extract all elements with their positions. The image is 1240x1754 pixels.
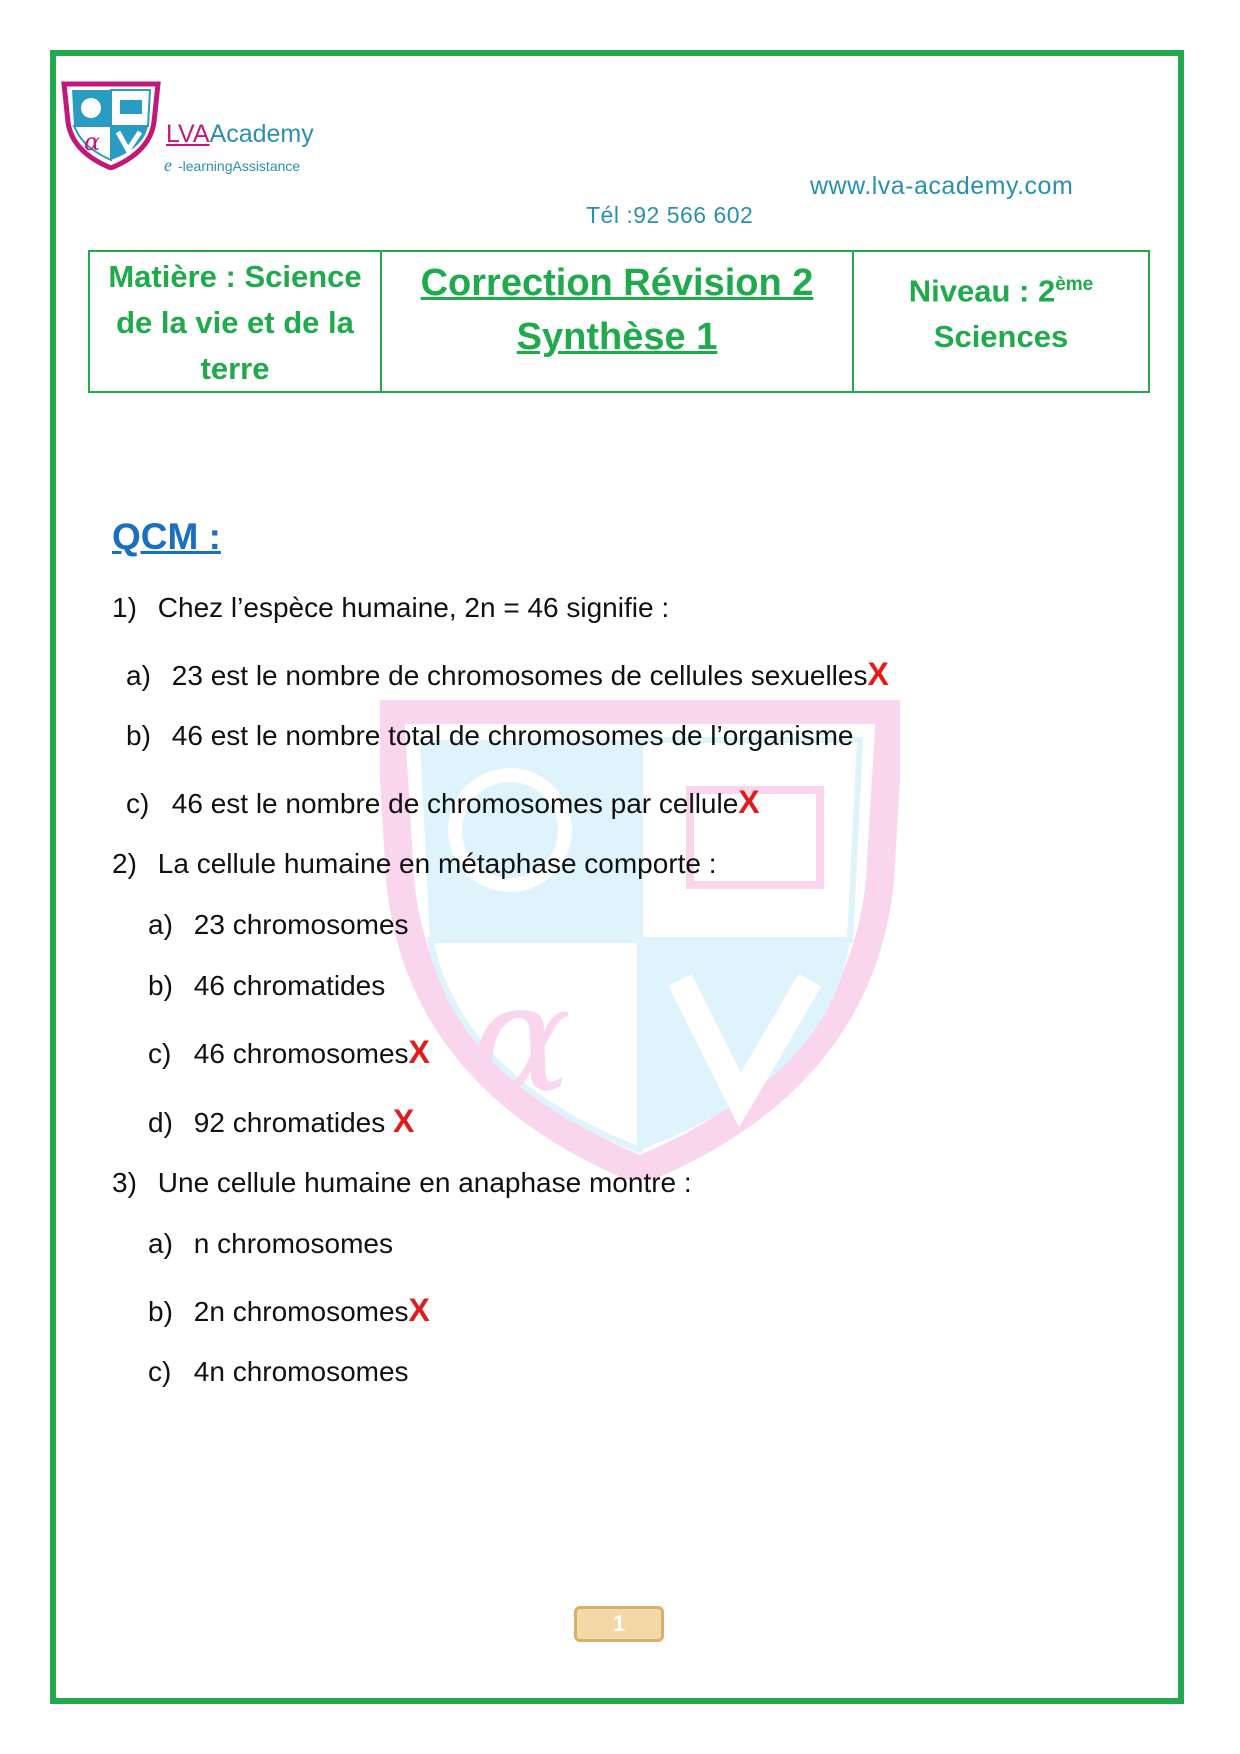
x-mark: X [393,1103,415,1139]
option-3b: b) 2n chromosomesX [148,1292,430,1328]
question-1: 1) Chez l’espèce humaine, 2n = 46 signifie : [112,592,670,623]
svg-text:α: α [84,128,101,156]
phone-number: Tél :92 566 602 [586,202,754,228]
x-mark: X [867,656,889,692]
question-3: 3) Une cellule humaine en anaphase montre : [112,1167,692,1198]
document-title: Correction Révision 2 Synthèse 1 [382,252,854,391]
svg-text:α: α [470,952,572,1126]
x-mark: X [738,784,760,820]
info-table [88,250,1150,393]
lva-academy-logo [58,78,164,170]
level-cell: Niveau : 2ème Sciences [908,273,1094,355]
option-1a: a) 23 est le nombre de chromosomes de cellules sexuellesX [126,656,889,692]
option-2d: d) 92 chromatides X [148,1103,415,1139]
x-mark: X [408,1292,430,1328]
option-2a: a) 23 chromosomes [148,909,409,940]
page-number: 1 [574,1606,664,1642]
option-2c: c) 46 chromosomesX [148,1034,430,1070]
brand-name: LVAAcademy [166,120,314,148]
shield-watermark [380,700,900,1180]
option-2b: b) 46 chromatides [148,970,386,1001]
qcm-heading: QCM : [112,516,221,557]
option-3c: c) 4n chromosomes [148,1356,409,1387]
subject-cell: Matière : Science de la vie et de la terre [90,252,382,391]
option-1c: c) 46 est le nombre de chromosomes par celluleX [126,784,760,820]
option-1b: b) 46 est le nombre total de chromosomes de l’organisme [126,720,854,751]
website-link[interactable]: www.lva-academy.com [810,172,1074,200]
brand-tagline: e -learningAssistance [164,155,301,175]
question-2: 2) La cellule humaine en métaphase comporte : [112,848,717,879]
option-3a: a) n chromosomes [148,1228,393,1259]
x-mark: X [408,1034,430,1070]
